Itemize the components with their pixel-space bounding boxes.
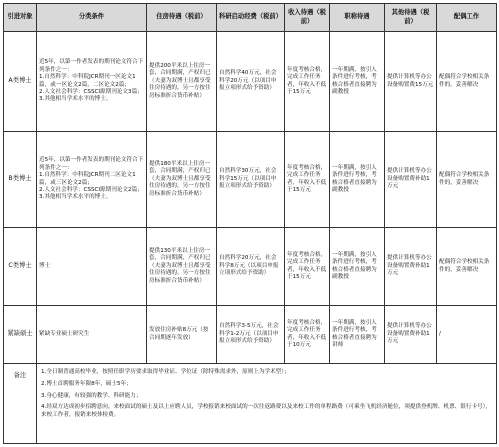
row-income: 年度考核合格，完成工作任务者，年收入不低于15万元 (285, 132, 330, 228)
row-condition: 紧缺专业硕士研究生 (37, 306, 147, 364)
table-row (4, 132, 497, 228)
row-housing: 提供180平米以上住房一套，合同期满，产权归已（夫妻为双博士且都享受住房待遇的，另一方按住房标准折合货币补贴） (147, 132, 217, 228)
row-title: 一年期满，按引人条件进行考核，考核合格者直接聘为副教授 (330, 228, 385, 306)
talent-policy-table (3, 3, 497, 444)
header-research-funding: 科研启动经费（税前） (217, 4, 285, 32)
header-housing: 住房待遇（税前） (147, 4, 217, 32)
note-line: 2.博士首聘服务年限8年，硕士5年； (41, 380, 132, 387)
note-line: 3.身心健康，有较强的教学、科研能力； (41, 392, 142, 399)
header-other: 其他待遇（税前） (385, 4, 437, 32)
row-research-funding: 自然科学40万元，社会科学20万元（以项目申报立项形式给予资助） (217, 32, 285, 132)
row-income: 年度考核合格，完成工作任务者，年收入不低于15万元 (285, 32, 330, 132)
row-title: 一年期满，按引人条件进行考核，考核合格者直接聘为讲师 (330, 306, 385, 364)
header-spouse: 配偶工作 (437, 4, 497, 32)
notes-label: 备注 (4, 364, 37, 444)
row-housing: 发放住房补贴8万元（按合同期逐年发放） (147, 306, 217, 364)
notes-row (4, 364, 497, 444)
row-research-funding: 自然科学30万元，社会科学15万元（以项目申报立项形式给予资助） (217, 132, 285, 228)
header-title: 职称待遇 (330, 4, 385, 32)
note-line: 1.全日制普通高校毕业，按照任职学历要求取得毕业证、学位证（除特殊需求外，原则上为学术型）； (41, 369, 290, 375)
row-category: 紧缺硕士 (4, 306, 37, 364)
row-spouse: 配偶符合学校相关条件的，妥善解决 (437, 228, 497, 306)
row-title: 一年期满，按引人条件进行考核，考核合格者直接聘为副教授 (330, 132, 385, 228)
row-title: 一年期满，按引人条件进行考核，考核合格者直接聘为副教授 (330, 32, 385, 132)
header-income: 收入待遇（税前） (285, 4, 330, 32)
row-condition: 近5年，以第一作者发表的期刊论文符合下列条件之一： 1.自然科学：中科院JCR期刊一区论文1篇，或一区论文2篇，二区论文2篇； 2.人文社会科学：CSSCI源期刊论文3篇； 3.其他相当学术水平的博士。 (37, 32, 147, 132)
row-spouse: / (437, 306, 497, 364)
row-housing: 提供130平米以上住房一套，合同期满，产权归已（夫妻为双博士且都享受住房待遇的，另一方按住房标准折合货币补贴） (147, 228, 217, 306)
row-spouse: 配偶符合学校相关条件的，妥善解决 (437, 32, 497, 132)
table-row (4, 228, 497, 306)
row-condition: 近5年，以第一作者发表的期刊论文符合下列条件之一： 1.自然科学：中科院JCR期刊二区论文1篇，或三区论文2篇； 2.人文社会科学：CSSCI源期刊论文2篇； 3.其他相当学术水平的博士。 (37, 132, 147, 228)
table-row (4, 306, 497, 364)
row-spouse: 配偶符合学校相关条件的，妥善解决 (437, 132, 497, 228)
row-category: C类博士 (4, 228, 37, 306)
table-row (4, 32, 497, 132)
notes-cell (37, 364, 497, 444)
row-research-funding: 自然科学3-5万元，社会科学1-2万元（以项目申报立项形式给予资助） (217, 306, 285, 364)
header-condition: 分类条件 (37, 4, 147, 32)
row-other: 提供计算机等办公设备购置费补助1万元 (385, 228, 437, 306)
row-condition: 博士 (37, 228, 147, 306)
row-research-funding: 自然科学20万元，社会科学8万元（以项目申报立项形式给予资助） (217, 228, 285, 306)
row-housing: 提供200平米以上住房一套，合同期满，产权归已（夫妻为双博士且都享受住房待遇的，另一方按住房标准折合货币补贴） (147, 32, 217, 132)
row-category: A类博士 (4, 32, 37, 132)
row-income: 年度考核合格，完成工作任务者，年收入不低于15万元 (285, 228, 330, 306)
row-category: B类博士 (4, 132, 37, 228)
header-row (4, 4, 497, 32)
row-income: 年度考核合格，完成工作任务者，年收入不低于10万元 (285, 306, 330, 364)
note-line: 4.经双方达成初步招聘意向，来校面试的硕士及以上应聘人员，学校报销来校面试的一次往返路费以及来校工作的单程路费（可乘坐飞机经济舱位，须提供登机牌、机票、银行卡号），来校工作者，报销来校体检费。 (41, 404, 492, 419)
row-other: 提供计算机等办公设备购置费补助1万元 (385, 132, 437, 228)
header-target: 引进对象 (4, 4, 37, 32)
row-other: 提供计算机等办公设备购置费15万元 (385, 32, 437, 132)
row-other: 提供计算机等办公设备购置费补助1万元 (385, 306, 437, 364)
